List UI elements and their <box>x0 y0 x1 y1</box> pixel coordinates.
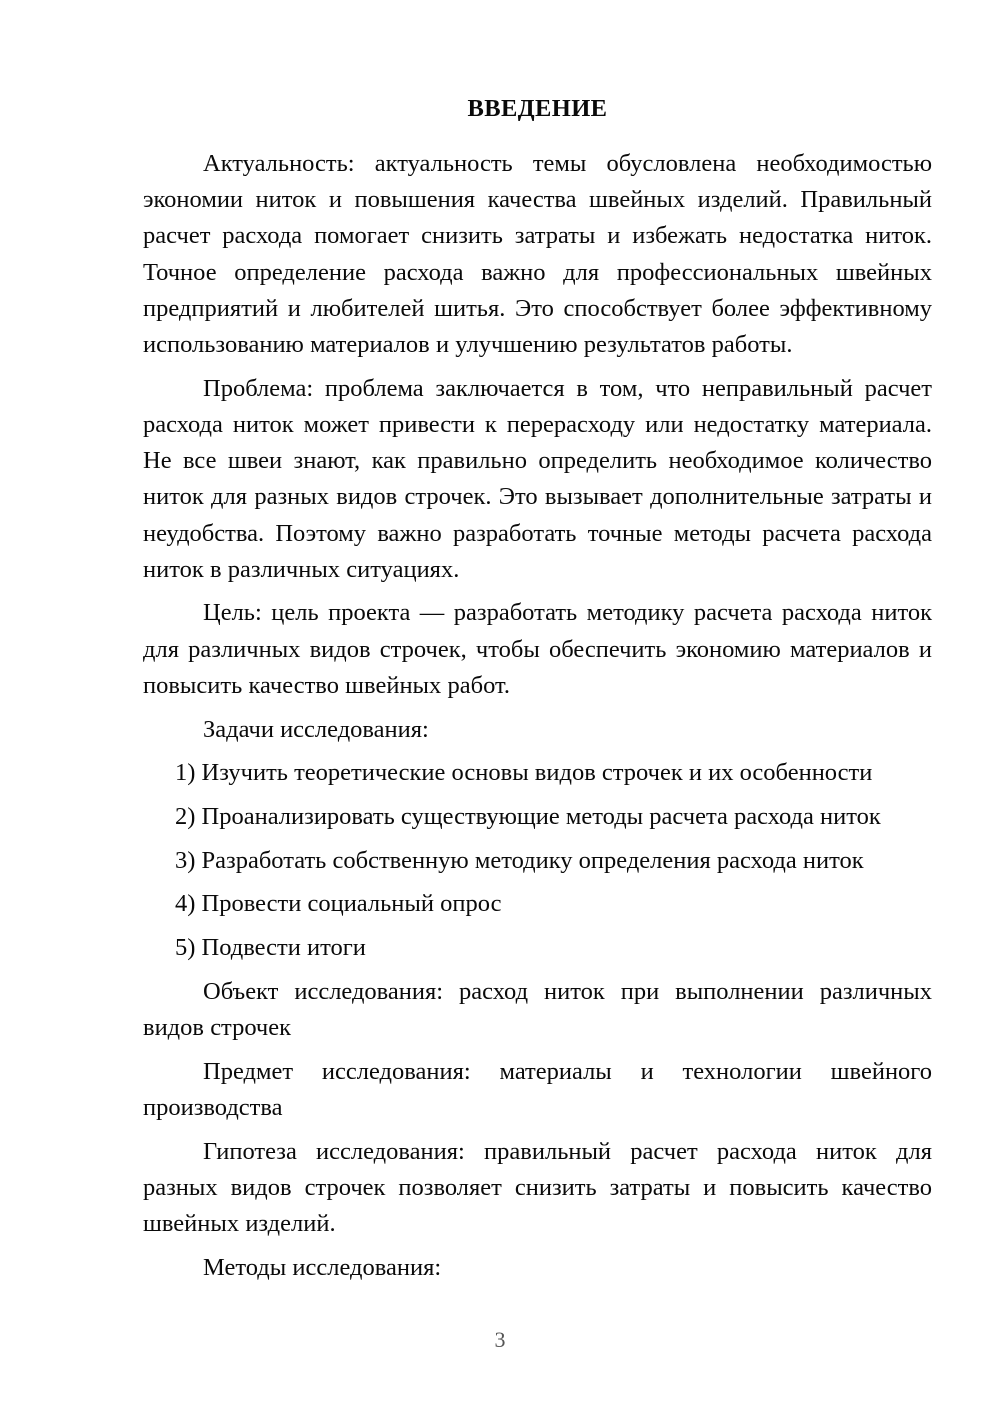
paragraph-methods-intro: Методы исследования: <box>203 1253 442 1281</box>
paragraph-subject: Предмет исследования: материалы и технологии швейного производства <box>143 1057 932 1121</box>
list-item: 4) Провести социальный опрос <box>175 890 502 918</box>
list-item: 3) Разработать собственную методику определения расхода ниток <box>175 846 864 874</box>
paragraph-goal: Цель: цель проекта — разработать методику расчета расхода ниток для различных видов строчек, чтобы обеспечить экономию материалов и повысить качество швейных работ. <box>143 599 932 699</box>
paragraph-relevance: Актуальность: актуальность темы обусловлена необходимостью экономии ниток и повышения качества швейных изделий. Правильный расчет расхода помогает снизить затраты и избежать недостатка ниток. Точное определение расхода важно для профессиональных швейных предприятий и любителей шитья. Это способствует более эффективному использованию материалов и улучшению результатов работы. <box>143 150 932 359</box>
tasks-intro: Задачи исследования: <box>203 715 429 743</box>
list-item: 2) Проанализировать существующие методы расчета расхода ниток <box>175 802 881 830</box>
page-title: ВВЕДЕНИЕ <box>467 95 608 122</box>
list-item: 1) Изучить теоретические основы видов строчек и их особенности <box>175 759 873 787</box>
paragraph-hypothesis: Гипотеза исследования: правильный расчет расхода ниток для разных видов строчек позволяет снизить затраты и повысить качество швейных изделий. <box>143 1137 932 1237</box>
page-number: 3 <box>494 1327 506 1352</box>
paragraph-problem: Проблема: проблема заключается в том, что неправильный расчет расхода ниток может привести к перерасходу или недостатку материала. Не все швеи знают, как правильно определить необходимое количество ниток для разных видов строчек. Это вызывает дополнительные затраты и неудобства. Поэтому важно разработать точные методы расчета расхода ниток в различных ситуациях. <box>143 374 932 583</box>
paragraph-object: Объект исследования: расход ниток при выполнении различных видов строчек <box>143 977 932 1041</box>
page-content <box>143 92 932 1286</box>
tasks-section <box>143 712 932 967</box>
list-item: 5) Подвести итоги <box>175 934 366 962</box>
